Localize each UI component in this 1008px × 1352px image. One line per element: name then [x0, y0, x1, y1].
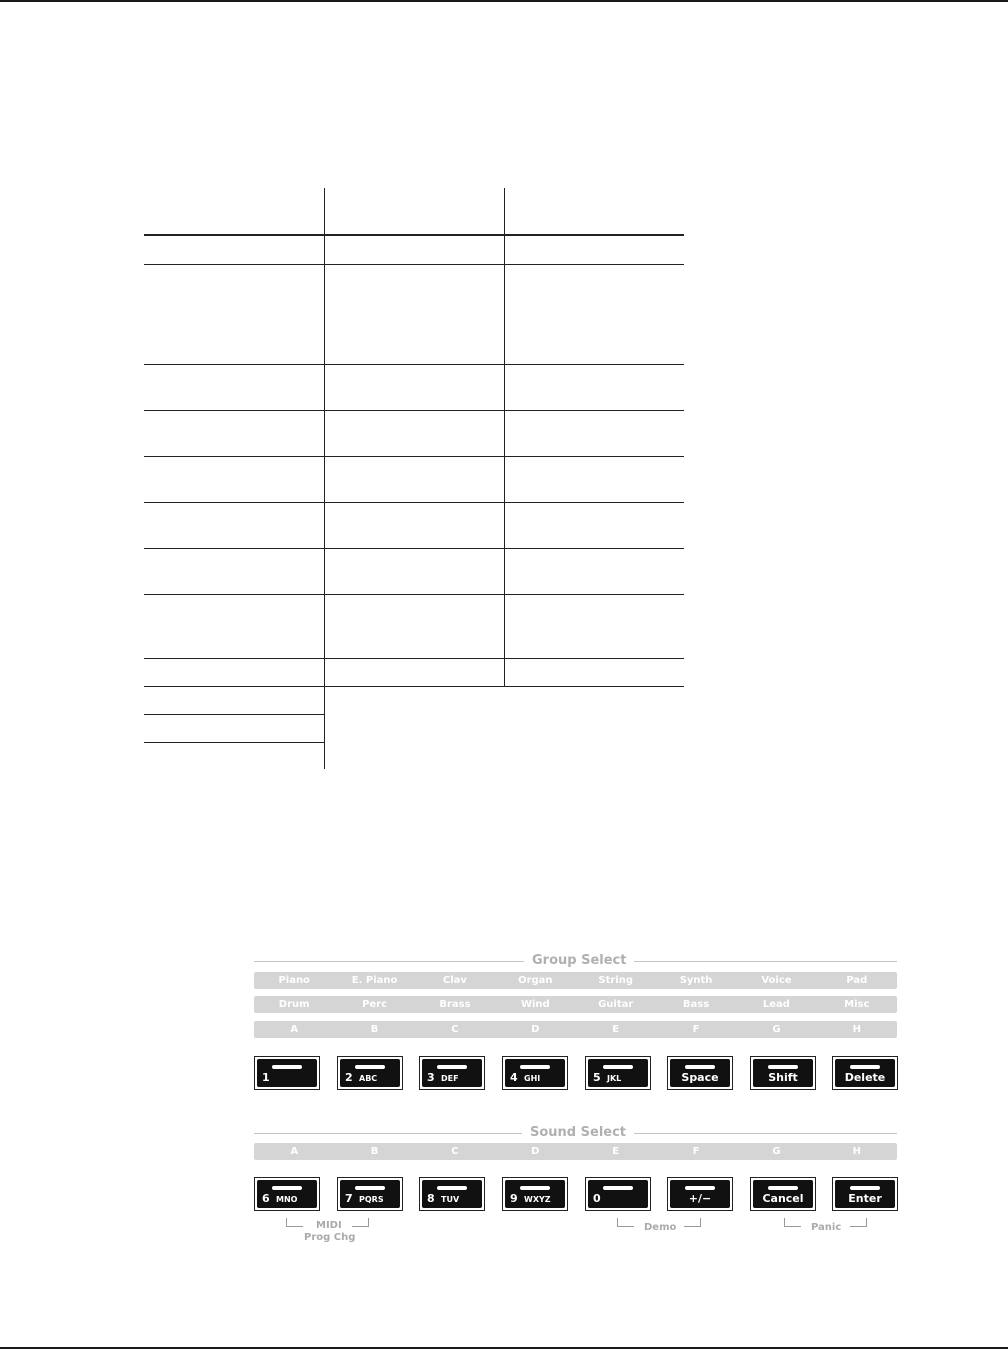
- key-4-ghi[interactable]: 4 GHI: [502, 1056, 568, 1090]
- table-row-rule: [144, 410, 684, 411]
- table-row-rule: [144, 456, 684, 457]
- key-8-tuv[interactable]: 8 TUV: [419, 1177, 485, 1211]
- group-label: Guitar: [598, 999, 634, 1010]
- group-label: Wind: [520, 999, 550, 1010]
- demo-bracket-right: [684, 1218, 701, 1227]
- group-label: Misc: [844, 999, 870, 1010]
- table-header-rule: [144, 234, 684, 236]
- group-label: Perc: [362, 999, 388, 1010]
- table-row-rule: [144, 264, 684, 265]
- group-label: Drum: [278, 999, 310, 1010]
- sound-letter: B: [370, 1146, 379, 1157]
- table-column-divider: [504, 188, 505, 686]
- key-0[interactable]: 0: [585, 1177, 651, 1211]
- group-label: Piano: [278, 975, 310, 986]
- table-row-rule: [144, 742, 324, 743]
- sound-letter: D: [531, 1146, 540, 1157]
- table-row-rule: [144, 686, 684, 687]
- sound-letter: G: [772, 1146, 781, 1157]
- midi-bracket-left: [286, 1218, 303, 1227]
- group-label: Voice: [761, 975, 792, 986]
- group-letter: D: [531, 1024, 540, 1035]
- group-letter: B: [370, 1024, 379, 1035]
- group-label: Bass: [682, 999, 710, 1010]
- table-row-rule: [144, 364, 684, 365]
- table-row-rule: [144, 658, 684, 659]
- group-label: String: [598, 975, 633, 986]
- group-label: E. Piano: [351, 975, 398, 986]
- sound-select-title: Sound Select: [522, 1126, 634, 1140]
- key-3-def[interactable]: 3 DEF: [419, 1056, 485, 1090]
- table-row-rule: [144, 714, 324, 715]
- group-label: Pad: [846, 975, 868, 986]
- key-delete[interactable]: Delete: [832, 1056, 898, 1090]
- demo-bracket-left: [617, 1218, 634, 1227]
- group-letter: H: [852, 1024, 861, 1035]
- sound-strip-row1: [254, 1143, 897, 1160]
- group-strip-row3: [254, 1021, 897, 1038]
- key-2-abc[interactable]: 2 ABC: [337, 1056, 403, 1090]
- key-shift[interactable]: Shift: [750, 1056, 816, 1090]
- panic-label: Panic: [811, 1222, 842, 1233]
- group-label: Synth: [679, 975, 713, 986]
- prog-chg-label: Prog Chg: [304, 1232, 356, 1243]
- group-label: Brass: [439, 999, 471, 1010]
- demo-label: Demo: [644, 1222, 677, 1233]
- group-label: Organ: [518, 975, 553, 986]
- midi-label: MIDI: [316, 1220, 342, 1231]
- key-9-wxyz[interactable]: 9 WXYZ: [502, 1177, 568, 1211]
- key-1[interactable]: 1: [254, 1056, 320, 1090]
- page-bottom-rule: [0, 1347, 1008, 1349]
- group-letter: C: [451, 1024, 459, 1035]
- panic-bracket-right: [850, 1218, 867, 1227]
- key-space[interactable]: Space: [667, 1056, 733, 1090]
- table-row-rule: [144, 502, 684, 503]
- key-6-mno[interactable]: 6 MNO: [254, 1177, 320, 1211]
- group-letter: E: [612, 1024, 620, 1035]
- table-column-divider: [324, 188, 325, 769]
- table-row-rule: [144, 548, 684, 549]
- midi-bracket-right: [352, 1218, 369, 1227]
- group-letter: F: [692, 1024, 700, 1035]
- sound-letter: F: [692, 1146, 700, 1157]
- table-row-rule: [144, 594, 684, 595]
- group-label: Clav: [442, 975, 467, 986]
- group-strip-row1: [254, 972, 897, 989]
- panic-bracket-left: [784, 1218, 801, 1227]
- page-top-rule: [0, 0, 1008, 2]
- group-letter: G: [772, 1024, 781, 1035]
- group-select-title: Group Select: [524, 954, 634, 968]
- sound-letter: H: [852, 1146, 861, 1157]
- sound-letter: C: [451, 1146, 459, 1157]
- group-label: Lead: [762, 999, 790, 1010]
- sound-letter: A: [290, 1146, 299, 1157]
- group-letter: A: [290, 1024, 299, 1035]
- key-cancel[interactable]: Cancel: [750, 1177, 816, 1211]
- key-5-jkl[interactable]: 5 JKL: [585, 1056, 651, 1090]
- key-plus-minus[interactable]: +/−: [667, 1177, 733, 1211]
- group-strip-row2: [254, 996, 897, 1013]
- key-7-pqrs[interactable]: 7 PQRS: [337, 1177, 403, 1211]
- key-enter[interactable]: Enter: [832, 1177, 898, 1211]
- sound-letter: E: [612, 1146, 620, 1157]
